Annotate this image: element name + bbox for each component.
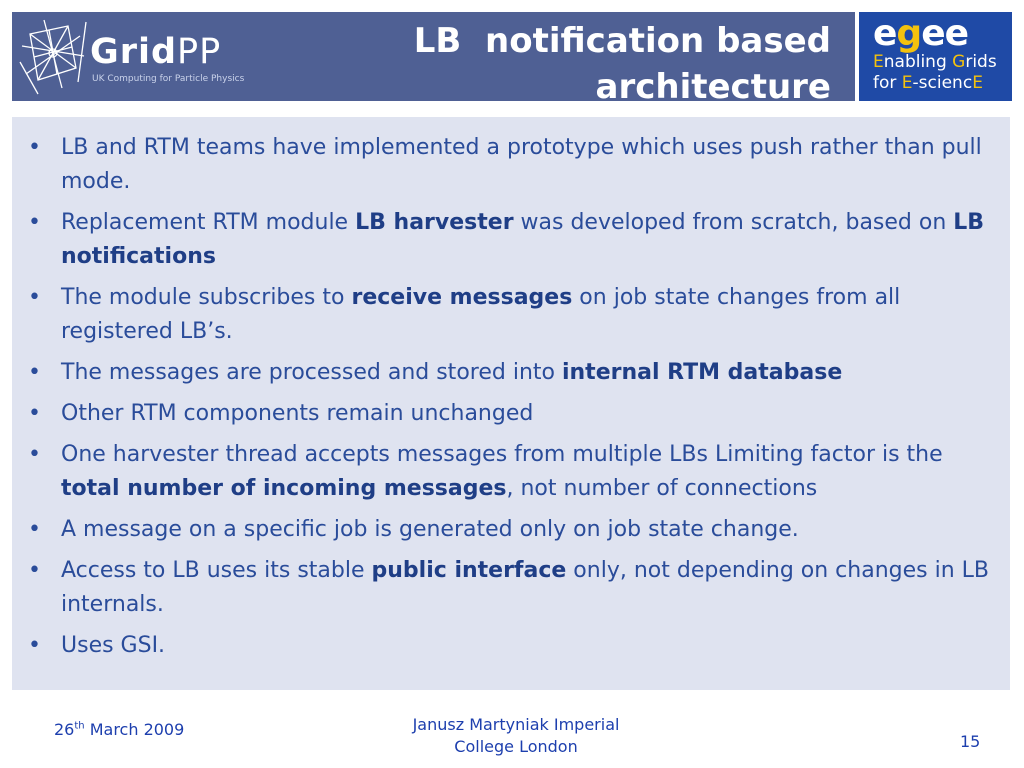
bullet-emphasis: LB notifications	[61, 210, 992, 269]
bullet-marker: •	[28, 401, 41, 426]
bullet-marker: •	[28, 558, 41, 583]
bullet-item	[24, 397, 998, 431]
egee-letters	[873, 13, 968, 54]
bullet-item	[24, 513, 998, 547]
bullet-text: Uses GSI.	[61, 633, 166, 658]
bullet-item	[24, 131, 998, 199]
gridpp-subtitle: UK Computing for Particle Physics	[92, 74, 245, 84]
bullet-text: The messages are processed and stored into	[61, 360, 562, 385]
bullet-text: Replacement RTM module	[61, 210, 356, 235]
bullet-text: was developed from scratch, based on	[513, 210, 954, 235]
bullet-emphasis: LB harvester	[355, 210, 514, 235]
egee-letter: e	[921, 13, 945, 54]
bullet-text: The module subscribes to	[61, 285, 352, 310]
egee-letter: e	[944, 13, 969, 54]
footer-date: 26th March 2009	[54, 720, 185, 739]
bullet-text: Other RTM components remain unchanged	[61, 401, 534, 426]
bullet-marker: •	[28, 517, 41, 542]
bullet-item	[24, 356, 998, 390]
slide-title	[351, 18, 831, 110]
slide-title-line2: architecture	[595, 67, 831, 107]
bullet-item	[24, 554, 1003, 622]
globe-grid-icon	[18, 16, 88, 96]
bullet-marker: •	[28, 210, 41, 235]
bullet-item	[24, 206, 998, 274]
bullet-marker: •	[28, 135, 41, 160]
bullet-emphasis: total number of incoming messages	[61, 476, 507, 501]
footer-author-line1: Janusz Martyniak Imperial	[412, 715, 620, 734]
bullet-marker: •	[28, 442, 41, 467]
bullet-text: Access to LB uses its stable	[61, 558, 372, 583]
slide-title-line1: LB notification based	[413, 21, 831, 61]
bullet-text: One harvester thread accepts messages from multiple LBs Limiting factor is the	[61, 442, 950, 467]
bullet-text: LB and RTM teams have implemented a prototype which uses push rather than pull mode.	[61, 135, 989, 194]
bullet-item	[24, 438, 998, 506]
bullet-item	[24, 629, 998, 663]
bullet-marker: •	[28, 285, 41, 310]
egee-letter: e	[873, 13, 897, 54]
bullet-text: only, not depending on changes in LB internals.	[61, 558, 1003, 617]
egee-logo	[859, 12, 1012, 101]
bullet-marker: •	[28, 633, 41, 658]
egee-wordmark	[873, 14, 968, 54]
egee-tagline-line1: Enabling Grids	[873, 52, 997, 72]
egee-tagline-line2: for E-sciencE	[873, 73, 983, 93]
content-panel	[12, 117, 1010, 690]
header-banner	[12, 12, 855, 107]
page-number: 15	[960, 732, 981, 751]
gridpp-wordmark: GridPP	[90, 32, 222, 72]
bullet-emphasis: public interface	[371, 558, 567, 583]
bullet-marker: •	[28, 360, 41, 385]
bullet-list	[12, 117, 1010, 663]
footer-author-line2: College London	[454, 737, 578, 756]
bullet-item	[24, 281, 998, 349]
egee-tagline	[873, 52, 997, 94]
bullet-emphasis: receive messages	[351, 285, 573, 310]
bullet-text: A message on a specific job is generated only on job state change.	[61, 517, 799, 542]
egee-letter: g	[896, 13, 922, 54]
bullet-emphasis: internal RTM database	[561, 360, 843, 385]
footer-author	[380, 714, 652, 758]
bullet-text: , not number of connections	[506, 476, 818, 501]
bullet-text: on job state changes from all registered LB’s.	[61, 285, 908, 344]
gridpp-logo	[12, 12, 312, 101]
